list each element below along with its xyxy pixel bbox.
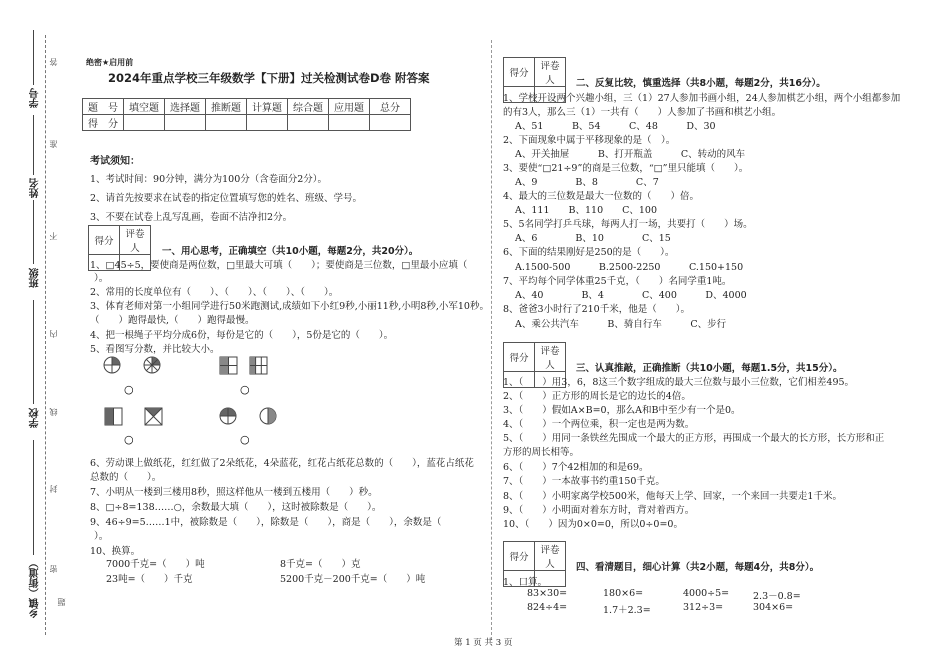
- square-grid-icon: [250, 357, 267, 374]
- score-header-cell: 填空题: [124, 99, 165, 115]
- score-cell[interactable]: [329, 115, 370, 131]
- grader-score-label: 得分: [504, 343, 535, 372]
- conversion-item: 8千克=（ ）克: [280, 559, 361, 570]
- question-line: 1、□45÷5，要使商是两位数，□里最大可填（ ）；要使商是三位数，□里最小应填（: [90, 260, 468, 271]
- question-line: 8、□÷8=138……○，余数最大填（ ），这时被除数是（ ）。: [90, 502, 382, 513]
- binding-strip: [0, 0, 70, 671]
- calc-item: 83×30=: [527, 588, 568, 599]
- option-line: A、111 B、110 C、100: [515, 205, 658, 216]
- question-line: ）。: [94, 273, 109, 284]
- grader-name-label: 评卷人: [535, 58, 566, 87]
- option-line: A、9 B、8 C、7: [515, 177, 659, 188]
- score-cell[interactable]: [206, 115, 247, 131]
- grader-name-label: 评卷人: [120, 226, 151, 255]
- score-header-cell: 选择题: [165, 99, 206, 115]
- question-line: 9、（ ）小明面对着东方时，背对着西方。: [503, 505, 695, 516]
- question-line: 的有3人，那么三（1）一共有（ ）人参加了书画和棋艺小组。: [503, 107, 782, 118]
- question-line: ）。: [94, 531, 109, 542]
- name-label: 姓名: [30, 178, 41, 198]
- square-grid-icon: [220, 357, 237, 374]
- section1-title: 一、用心思考，正确填空（共10小题，每题2分，共20分）。: [162, 246, 419, 257]
- score-table-header-row: [83, 99, 411, 115]
- binding-dashed-line: [45, 35, 46, 635]
- binding-mark: 答: [49, 58, 58, 66]
- question-line: 1、学校开设两个兴趣小组，三（1）27人参加书画小组，24人参加棋艺小组，两个小组都参加: [503, 93, 901, 104]
- question-line: 1、口算。: [503, 577, 548, 588]
- question-line: 8、（ ）小明家离学校500米，他每天上学、回家，一个来回一共要走1千米。: [503, 491, 842, 502]
- class-label: 班级: [30, 268, 41, 288]
- score-header-cell: 总分: [370, 99, 411, 115]
- binding-mark: 密: [49, 565, 58, 573]
- question-line: 4、（ ）一个两位乘，积一定也是两为数。: [503, 419, 695, 430]
- question-line: 方形的周长相等。: [503, 447, 580, 458]
- calc-item: 304×6=: [753, 602, 794, 613]
- compare-blank: ○: [240, 433, 250, 446]
- question-line: 9、46÷9=5……1中，被除数是（ ），除数是（ ），商是（ ），余数是（: [90, 517, 442, 528]
- student-id-blank[interactable]: [33, 30, 34, 85]
- score-cell[interactable]: [288, 115, 329, 131]
- school-blank[interactable]: [33, 300, 34, 404]
- binding-mark: 题: [57, 598, 66, 606]
- conversion-item: 5200千克－200千克=（ ）吨: [280, 574, 426, 585]
- score-cell[interactable]: [370, 115, 411, 131]
- binding-mark: 线: [49, 408, 58, 416]
- question-line: 1、（ ）用3，6，8这三个数字组成的最大三位数与最小三位数，它们相差495。: [503, 377, 855, 388]
- binding-mark: 封: [49, 485, 58, 493]
- square-split-icon: [105, 408, 122, 425]
- grader-name-label: 评卷人: [535, 542, 566, 571]
- question-line: 6、劳动课上做纸花，红红做了2朵纸花，4朵蓝花，红花占纸花总数的（ ），蓝花占纸花: [90, 458, 474, 469]
- score-row-label: 得 分: [83, 115, 124, 131]
- calc-item: 824÷4=: [527, 602, 568, 613]
- fraction-figures: [100, 355, 340, 450]
- question-line: 4、最大的三位数是最大一位数的（ ）倍。: [503, 191, 700, 202]
- class-blank[interactable]: [33, 200, 34, 264]
- question-line: 8、爸爸3小时行了210千米，他是（ ）。: [503, 304, 690, 315]
- score-table-score-row: [83, 115, 411, 131]
- question-line: 2、（ ）正方形的周长是它的边长的4倍。: [503, 391, 691, 402]
- secret-mark: 绝密★启用前: [86, 58, 134, 67]
- calc-item: 1.7＋2.3=: [603, 605, 651, 616]
- binding-mark: 内: [49, 330, 58, 338]
- score-header-cell: 综合题: [288, 99, 329, 115]
- question-line: 2、常用的长度单位有（ ）、（ ）、（ ）、（ ）。: [90, 287, 339, 298]
- circle-quarters-icon: [220, 408, 236, 424]
- question-line: 7、（ ）一本故事书约重150千克。: [503, 476, 665, 487]
- student-id-label: 学号: [30, 88, 41, 108]
- question-line: 3、要使“□21÷9”的商是三位数，“□”里只能填（ ）。: [503, 163, 749, 174]
- binding-mark: 不: [49, 232, 58, 240]
- notice-item: 2、请首先按要求在试卷的指定位置填写您的姓名、班级、学号。: [90, 193, 363, 204]
- score-table: [82, 98, 411, 131]
- township-blank[interactable]: [33, 440, 34, 555]
- grader-score-label: 得分: [504, 542, 535, 571]
- option-line: A、40 B、4 C、400 D、4000: [515, 290, 747, 301]
- score-header-cell: 推断题: [206, 99, 247, 115]
- option-line: A.1500-500 B.2500-2250 C.150+150: [515, 262, 744, 273]
- calc-item: 4000÷5=: [683, 588, 730, 599]
- question-line: 3、体育老师对第一小组同学进行50米跑测试,成绩如下小红9秒,小丽11秒,小明8秒,小军10秒。: [90, 301, 489, 312]
- question-line: 10、换算。: [90, 546, 141, 557]
- column-divider: [491, 40, 492, 640]
- section3-title: 三、认真推敲，正确推断（共10小题，每题1.5分，共15分）。: [576, 363, 843, 374]
- conversion-item: 23吨=（ ）千克: [106, 574, 193, 585]
- name-blank[interactable]: [33, 115, 34, 175]
- binding-mark: 准: [49, 140, 58, 148]
- compare-blank: ○: [240, 383, 250, 396]
- score-header-cell: 应用题: [329, 99, 370, 115]
- circle-halves-icon: [260, 408, 276, 424]
- circle-quarters-icon: [104, 357, 120, 373]
- question-line: 5、看图写分数，并比较大小。: [90, 344, 220, 355]
- compare-blank: ○: [124, 383, 134, 396]
- question-line: 6、下面的结果刚好是250的是（ ）。: [503, 247, 675, 258]
- question-line: 6、（ ）7个42相加的和是69。: [503, 462, 649, 473]
- notice-heading: 考试须知：: [90, 156, 140, 167]
- calc-item: 312÷3=: [683, 602, 724, 613]
- question-line: 4、把一根绳子平均分成6份，每份是它的（ ），5份是它的（ ）。: [90, 330, 394, 341]
- page-title: 2024年重点学校三年级数学【下册】过关检测试卷D卷 附答案: [108, 71, 430, 85]
- option-line: A、开关抽屉 B、打开瓶盖 C、转动的风车: [515, 149, 746, 160]
- question-line: （ ）跑得最快,（ ）跑得最慢。: [90, 315, 255, 326]
- section2-title: 二、反复比较，慎重选择（共8小题，每题2分，共16分）。: [576, 78, 826, 89]
- grader-score-label: 得分: [89, 226, 120, 255]
- compare-blank: ○: [124, 433, 134, 446]
- question-line: 2、下面现象中属于平移现象的是（ ）。: [503, 135, 676, 146]
- calc-item: 2.3－0.8=: [753, 591, 801, 602]
- score-header-cell: 计算题: [247, 99, 288, 115]
- option-line: A、6 B、10 C、15: [515, 233, 671, 244]
- question-line: 7、平均每个同学体重25千克，（ ）名同学重1吨。: [503, 276, 732, 287]
- page-footer: 第 1 页 共 3 页: [454, 638, 513, 648]
- question-line: 总数的（ ）。: [90, 472, 162, 483]
- score-cell[interactable]: [247, 115, 288, 131]
- grader-score-label: 得分: [504, 58, 535, 87]
- score-cell[interactable]: [124, 115, 165, 131]
- school-label: 学校: [30, 408, 41, 428]
- score-header-cell: 题 号: [83, 99, 124, 115]
- question-line: 5、（ ）用同一条铁丝先围成一个最大的正方形，再围成一个最大的长方形，长方形和正: [503, 433, 885, 444]
- question-line: 7、小明从一楼到三楼用8秒，照这样他从一楼到五楼用（ ）秒。: [90, 487, 378, 498]
- question-line: 10、（ ）因为0×0=0，所以0÷0=0。: [503, 519, 683, 530]
- option-line: A、51 B、54 C、48 D、30: [515, 121, 716, 132]
- township-label: 乡镇（街道）: [30, 558, 41, 618]
- question-line: 3、（ ）假如A×B=0，那么A和B中至少有一个是0。: [503, 405, 741, 416]
- notice-item: 3、不要在试卷上乱写乱画，卷面不洁净扣2分。: [90, 212, 293, 223]
- grader-name-label: 评卷人: [535, 343, 566, 372]
- circle-eighths-icon: [144, 357, 160, 373]
- conversion-item: 7000千克=（ ）吨: [106, 559, 205, 570]
- calc-item: 180×6=: [603, 588, 644, 599]
- notice-item: 1、考试时间：90分钟，满分为100分（含卷面分2分）。: [90, 174, 328, 185]
- question-line: 5、5名同学打乒乓球，每两人打一场，共要打（ ）场。: [503, 219, 753, 230]
- score-cell[interactable]: [165, 115, 206, 131]
- square-split-icon: [145, 408, 162, 425]
- option-line: A、乘公共汽车 B、骑自行车 C、步行: [515, 319, 727, 330]
- section4-title: 四、看清题目，细心计算（共2小题，每题4分，共8分）。: [576, 562, 820, 573]
